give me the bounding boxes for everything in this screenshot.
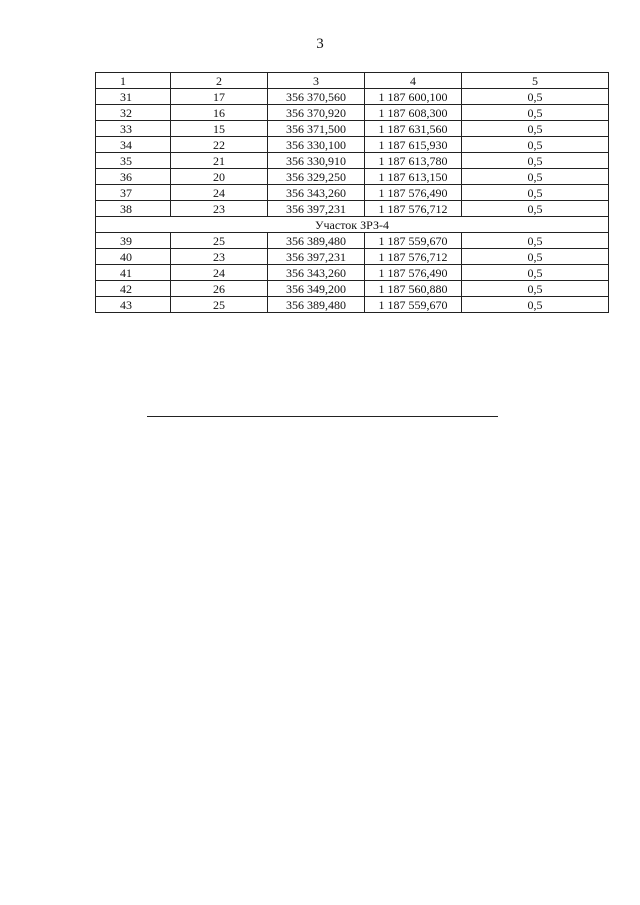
table-header-row — [96, 73, 609, 89]
table-cell: 1 187 560,880 — [365, 281, 462, 297]
table-cell: 42 — [96, 281, 171, 297]
header-cell: 4 — [365, 73, 462, 89]
table-row — [96, 89, 609, 105]
table-cell: 0,5 — [462, 121, 609, 137]
table-cell: 356 349,200 — [268, 281, 365, 297]
table-cell: 35 — [96, 153, 171, 169]
header-cell: 5 — [462, 73, 609, 89]
table-cell: 17 — [171, 89, 268, 105]
header-cell: 1 — [96, 73, 171, 89]
table-cell: 0,5 — [462, 137, 609, 153]
table-cell: 0,5 — [462, 265, 609, 281]
table-row — [96, 105, 609, 121]
table-cell: 24 — [171, 185, 268, 201]
table-cell: 1 187 600,100 — [365, 89, 462, 105]
header-cell: 3 — [268, 73, 365, 89]
table-cell: 356 343,260 — [268, 185, 365, 201]
table-row — [96, 201, 609, 217]
table-cell: 356 397,231 — [268, 249, 365, 265]
table-row — [96, 249, 609, 265]
table-row — [96, 265, 609, 281]
table-cell: 356 330,100 — [268, 137, 365, 153]
table-row — [96, 121, 609, 137]
table-row — [96, 185, 609, 201]
table-cell: 1 187 613,780 — [365, 153, 462, 169]
table-cell: 0,5 — [462, 233, 609, 249]
table-cell: 1 187 615,930 — [365, 137, 462, 153]
table-cell: 356 329,250 — [268, 169, 365, 185]
signature-line — [147, 416, 498, 417]
page-number: 3 — [316, 36, 324, 52]
table-cell: 0,5 — [462, 249, 609, 265]
table-cell: 25 — [171, 297, 268, 313]
table-cell: 0,5 — [462, 89, 609, 105]
table-cell: 38 — [96, 201, 171, 217]
table-cell: 26 — [171, 281, 268, 297]
table-cell: 22 — [171, 137, 268, 153]
table-cell: 0,5 — [462, 185, 609, 201]
table-cell: 36 — [96, 169, 171, 185]
table-cell: 356 389,480 — [268, 233, 365, 249]
table-cell: 37 — [96, 185, 171, 201]
table-cell: 25 — [171, 233, 268, 249]
table-cell: 1 187 613,150 — [365, 169, 462, 185]
table-cell: 356 371,500 — [268, 121, 365, 137]
table-row — [96, 137, 609, 153]
table-cell: 356 397,231 — [268, 201, 365, 217]
table-cell: 1 187 559,670 — [365, 297, 462, 313]
table-cell: 34 — [96, 137, 171, 153]
table-cell: 20 — [171, 169, 268, 185]
table-cell: 0,5 — [462, 153, 609, 169]
coordinates-table — [95, 72, 609, 313]
table-cell: 0,5 — [462, 281, 609, 297]
table-cell: 356 330,910 — [268, 153, 365, 169]
table-cell: 1 187 608,300 — [365, 105, 462, 121]
table-cell: 356 343,260 — [268, 265, 365, 281]
table-cell: 43 — [96, 297, 171, 313]
section-row — [96, 217, 609, 233]
table-cell: 16 — [171, 105, 268, 121]
table-row — [96, 281, 609, 297]
table-cell: 15 — [171, 121, 268, 137]
table-cell: 24 — [171, 265, 268, 281]
table-cell: 0,5 — [462, 297, 609, 313]
table-cell: 32 — [96, 105, 171, 121]
table-row — [96, 233, 609, 249]
table-cell: 1 187 631,560 — [365, 121, 462, 137]
table-cell: 33 — [96, 121, 171, 137]
table-cell: 39 — [96, 233, 171, 249]
table-cell: 1 187 576,490 — [365, 185, 462, 201]
table-cell: 1 187 559,670 — [365, 233, 462, 249]
table-cell: 1 187 576,712 — [365, 249, 462, 265]
table-cell: 1 187 576,490 — [365, 265, 462, 281]
table-cell: 356 389,480 — [268, 297, 365, 313]
table-row — [96, 169, 609, 185]
table-row — [96, 297, 609, 313]
table-cell: 41 — [96, 265, 171, 281]
section-title: Участок ЗРЗ-4 — [96, 217, 609, 233]
table-cell: 21 — [171, 153, 268, 169]
table-cell: 31 — [96, 89, 171, 105]
table-cell: 0,5 — [462, 201, 609, 217]
table-cell: 356 370,560 — [268, 89, 365, 105]
table-cell: 0,5 — [462, 169, 609, 185]
table-cell: 23 — [171, 249, 268, 265]
table-row — [96, 153, 609, 169]
table-cell: 0,5 — [462, 105, 609, 121]
table-cell: 356 370,920 — [268, 105, 365, 121]
table-cell: 23 — [171, 201, 268, 217]
table-cell: 40 — [96, 249, 171, 265]
header-cell: 2 — [171, 73, 268, 89]
table-cell: 1 187 576,712 — [365, 201, 462, 217]
